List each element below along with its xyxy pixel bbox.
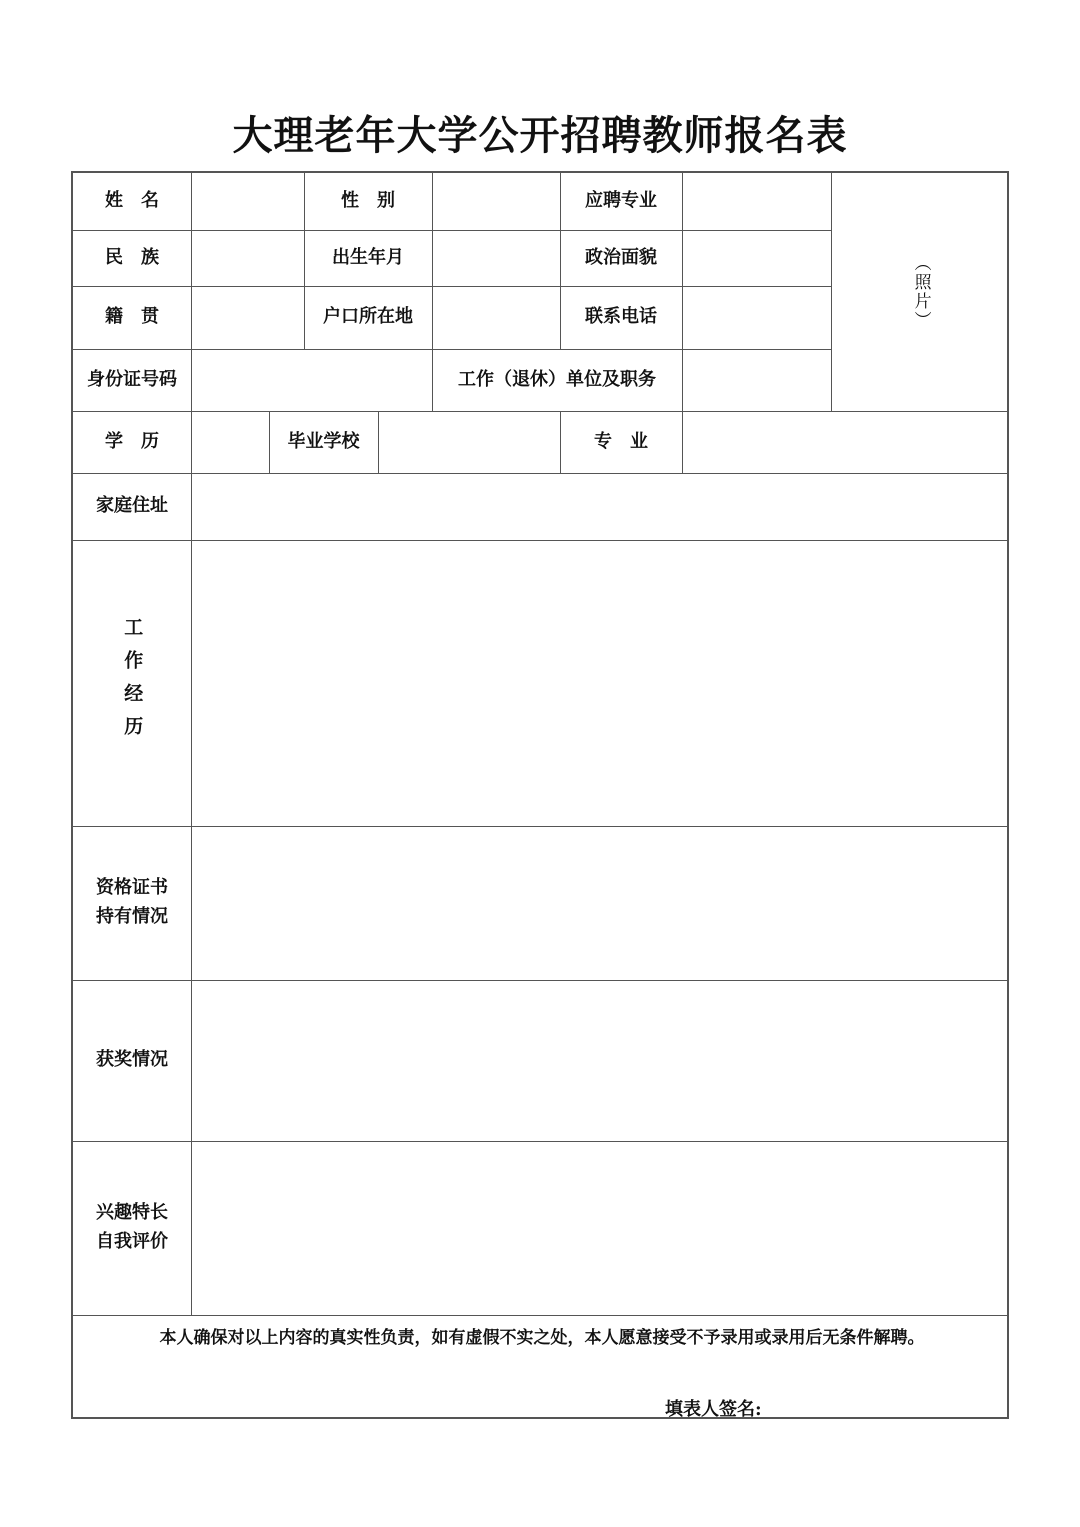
certificates-field[interactable]	[191, 826, 1009, 980]
label-certificates-line1: 资格证书	[96, 877, 168, 899]
label-work-unit: 工作（退休）单位及职务	[458, 368, 656, 390]
hobbies-field[interactable]	[191, 1141, 1009, 1315]
grid-line	[560, 411, 561, 473]
label-phone: 联系电话	[585, 306, 657, 328]
label-name: 姓 名	[105, 190, 159, 212]
form-title: 大理老年大学公开招聘教师报名表	[232, 112, 848, 159]
label-certificates-line2: 持有情况	[96, 906, 168, 927]
grid-line	[73, 349, 831, 350]
education-field[interactable]	[191, 411, 269, 473]
label-gender: 性 别	[341, 190, 395, 212]
label-work-history: 工作经历	[121, 617, 144, 749]
signature-label: 填表人签名:	[665, 1399, 762, 1420]
hukou-field[interactable]	[432, 286, 560, 349]
school-field[interactable]	[378, 411, 560, 473]
politics-field[interactable]	[682, 230, 831, 286]
label-hobbies	[73, 1141, 191, 1315]
declaration-text: 本人确保对以上内容的真实性负责，如有虚假不实之处，本人愿意接受不予录用或录用后无条件解聘。	[159, 1328, 925, 1348]
grid-line	[432, 173, 433, 411]
native-place-field[interactable]	[191, 286, 304, 349]
label-address: 家庭住址	[96, 495, 168, 517]
label-hobbies-line1: 兴趣特长	[96, 1202, 168, 1224]
grid-line	[378, 411, 379, 473]
awards-field[interactable]	[191, 980, 1009, 1141]
label-school: 毕业学校	[287, 430, 360, 452]
position-field[interactable]	[682, 173, 831, 230]
grid-line	[73, 473, 1009, 474]
name-field[interactable]	[191, 173, 304, 230]
grid-line	[831, 173, 832, 411]
application-form	[71, 171, 1009, 1419]
grid-line	[73, 980, 1009, 981]
label-id-number: 身份证号码	[87, 368, 177, 390]
label-awards: 获奖情况	[96, 1049, 168, 1071]
grid-line	[73, 1141, 1009, 1142]
phone-field[interactable]	[682, 286, 831, 349]
grid-line	[73, 826, 1009, 827]
signature-field[interactable]	[771, 1391, 971, 1417]
grid-line	[73, 1315, 1009, 1316]
major-field[interactable]	[682, 411, 1009, 473]
label-education: 学 历	[105, 430, 159, 452]
grid-line	[304, 173, 305, 349]
label-native-place: 籍 贯	[105, 306, 159, 328]
label-certificates	[73, 826, 191, 980]
photo-area[interactable]	[831, 173, 1009, 411]
label-birth: 出生年月	[332, 246, 404, 268]
work-unit-field[interactable]	[682, 349, 831, 411]
id-number-field[interactable]	[191, 349, 432, 411]
grid-line	[682, 173, 683, 473]
grid-line	[73, 411, 1009, 412]
label-major: 专 业	[594, 430, 648, 452]
address-field[interactable]	[191, 473, 1009, 540]
label-hobbies-line2: 自我评价	[96, 1231, 168, 1252]
label-ethnicity: 民 族	[105, 246, 159, 268]
label-work-history-cell	[73, 540, 191, 826]
label-politics: 政治面貌	[585, 246, 657, 268]
grid-line	[73, 230, 831, 231]
work-history-field[interactable]	[191, 540, 1009, 826]
grid-line	[560, 173, 561, 349]
grid-line	[191, 173, 192, 1315]
grid-line	[73, 286, 831, 287]
birth-field[interactable]	[432, 230, 560, 286]
grid-line	[73, 540, 1009, 541]
photo-placeholder-text: （照片）	[910, 254, 931, 330]
label-hukou: 户口所在地	[323, 306, 413, 328]
ethnicity-field[interactable]	[191, 230, 304, 286]
label-position: 应聘专业	[585, 190, 657, 212]
gender-field[interactable]	[432, 173, 560, 230]
grid-line	[269, 411, 270, 473]
